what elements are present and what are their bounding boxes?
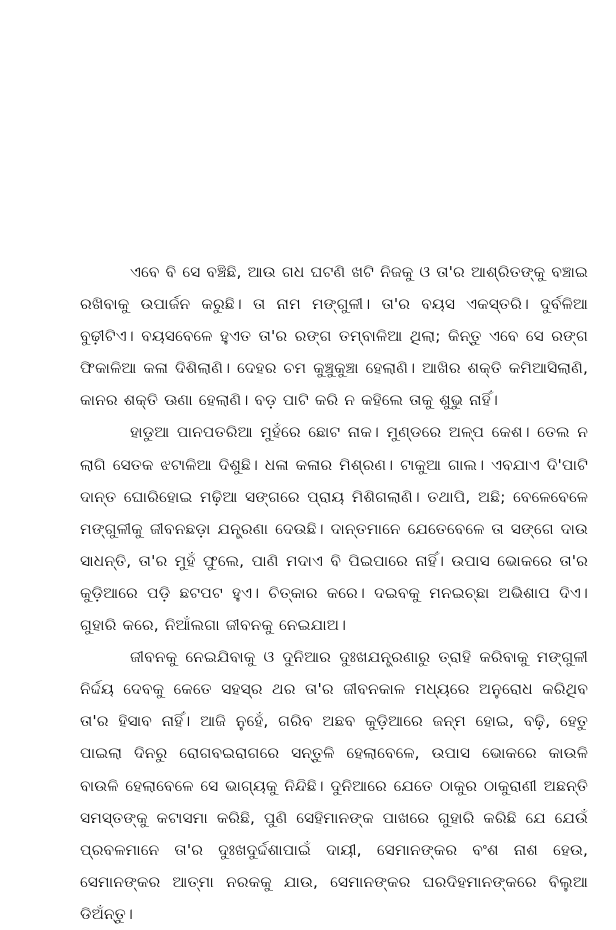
page-body: [80, 256, 588, 923]
paragraph-3: ଜୀବନକୁ ନେଇଯିବାକୁ ଓ ଦୁନିଆର ଦୁଃଖଯନ୍ତ୍ରଣାରୁ ତ୍ରାହି କରିବାକୁ ମଙ୍ଗୁଳୀ ନିର୍ଦ୍ଦୟ ଦେବକୁ କେତେ ସହସ୍ର ଥର ତା'ର ଜୀବନକାଳ ମଧ୍ୟରେ ଅନୁରୋଧ କରିଥିବ ତା'ର ହିସାବ ନାହିଁ। ଆଜି ନୁହେଁ, ଗରିବ ଅଛବ କୁଡ଼ିଆରେ ଜନ୍ମ ହୋଇ, ବଢ଼ି, ହେତୁ ପାଇଲା ଦିନରୁ ରୋଗବଇରାଗରେ ସନ୍ତୁଳି ହେଲାବେଳେ, ଉପାସ ଭୋକରେ କାଉଳି ବାଉଳି ହେଲାବେଳେ ସେ ଭାଗ୍ୟକୁ ନିନ୍ଦିଛି। ଦୁନିଆରେ ଯେତେ ଠାକୁର ଠାକୁରାଣୀ ଅଛନ୍ତି ସମସ୍ତଙ୍କୁ କଟାସମା କରିଛି, ପୁଣି ସେହିମାନଙ୍କ ପାଖରେ ଗୁହାରି କରିଛି ଯେ ଯେଉଁ ପ୍ରବଳମାନେ ତା'ର ଦୁଃଖଦୁର୍ଦ୍ଦଶାପାଇଁ ଦାୟୀ, ସେମାନଙ୍କର ବଂଶ ନାଶ ହେଉ, ସେମାନଙ୍କର ଆତ୍ମା ନରକକୁ ଯାଉ, ସେମାନଙ୍କର ଘରଦିହମାନଙ୍କରେ ବିଲୁଆ ଡିଅଁନ୍ତୁ।: [80, 648, 588, 923]
paragraph-1: ଏବେ ବି ସେ ବଞ୍ଚିଛି, ଆଉ ଗଧ ଘଟଣି ଖଟି ନିଜକୁ ଓ ତା'ର ଆଶ୍ରିତଙ୍କୁ ବଞ୍ଚାଇ ରଖିବାକୁ ଉପାର୍ଜନ କରୁଛି। ତା ନାମ ମଙ୍ଗୁଳୀ। ତା'ର ବୟସ ଏକସ୍ତରି। ଦୁର୍ବଳିଆ ବୁଢ଼ୀଟିଏ। ବୟସବେଳେ ହୁଏତ ତା'ର ରଙ୍ଗ ତମ୍ବାଳିଆ ଥିଲା; କିନ୍ତୁ ଏବେ ସେ ରଙ୍ଗ ଫିକାଳିଆ କଳା ଦିଶିଲାଣି। ଦେହର ଚମ କୁଞ୍ଚୁକୁଞ୍ଚା ହେଲାଣି। ଆଖିର ଶକ୍ତି କମିଆସିଲାଣି, କାନର ଶକ୍ତି ଊଣା ହେଲାଣି। ବଡ଼ ପାଟି କରି ନ କହିଲେ ତାକୁ ଶୁଭୁ ନାହିଁ।: [80, 263, 588, 410]
paragraph-2: ହାଡୁଆ ପାନପତରିଆ ମୁହଁରେ ଛୋଟ ନାକ। ମୁଣ୍ଡରେ ଅଳ୍ପ କେଶ। ତେଲ ନ ଲାଗି ସେତକ ଝଟାଳିଆ ଦିଶୁଛି। ଧଳା କଳାର ମିଶ୍ରଣ। ଟାକୁଆ ଗାଲ। ଏବଯାଏ ଦି'ପାଟି ଦାନ୍ତ ଘୋରିହୋଇ ମଢ଼ିଆ ସଙ୍ଗରେ ପ୍ରାୟ ମିଶିଗଲାଣି। ତଥାପି, ଅଛି; ବେଳେବେଳେ ମଙ୍ଗୁଳୀକୁ ଜୀବନଛଡ଼ା ଯନ୍ତ୍ରଣା ଦେଉଛି। ଦାନ୍ତମାନେ ଯେତେବେଳେ ତା ସଙ୍ଗେ ଦାଉ ସାଧନ୍ତି, ତା'ର ମୁହଁ ଫୁଲେ, ପାଣି ମଦାଏ ବି ପିଇପାରେ ନାହିଁ। ଉପାସ ଭୋକରେ ତା'ର କୁଡ଼ିଆରେ ପଡ଼ି ଛଟପଟ ହୁଏ। ଚିତ୍କାର କରେ। ଦଇବକୁ ମନଇଚ୍ଛା ଅଭିଶାପ ଦିଏ। ଗୁହାରି କରେ, ନିଆଁଲଗା ଜୀବନକୁ ନେଇଯାଅ।: [80, 423, 588, 635]
